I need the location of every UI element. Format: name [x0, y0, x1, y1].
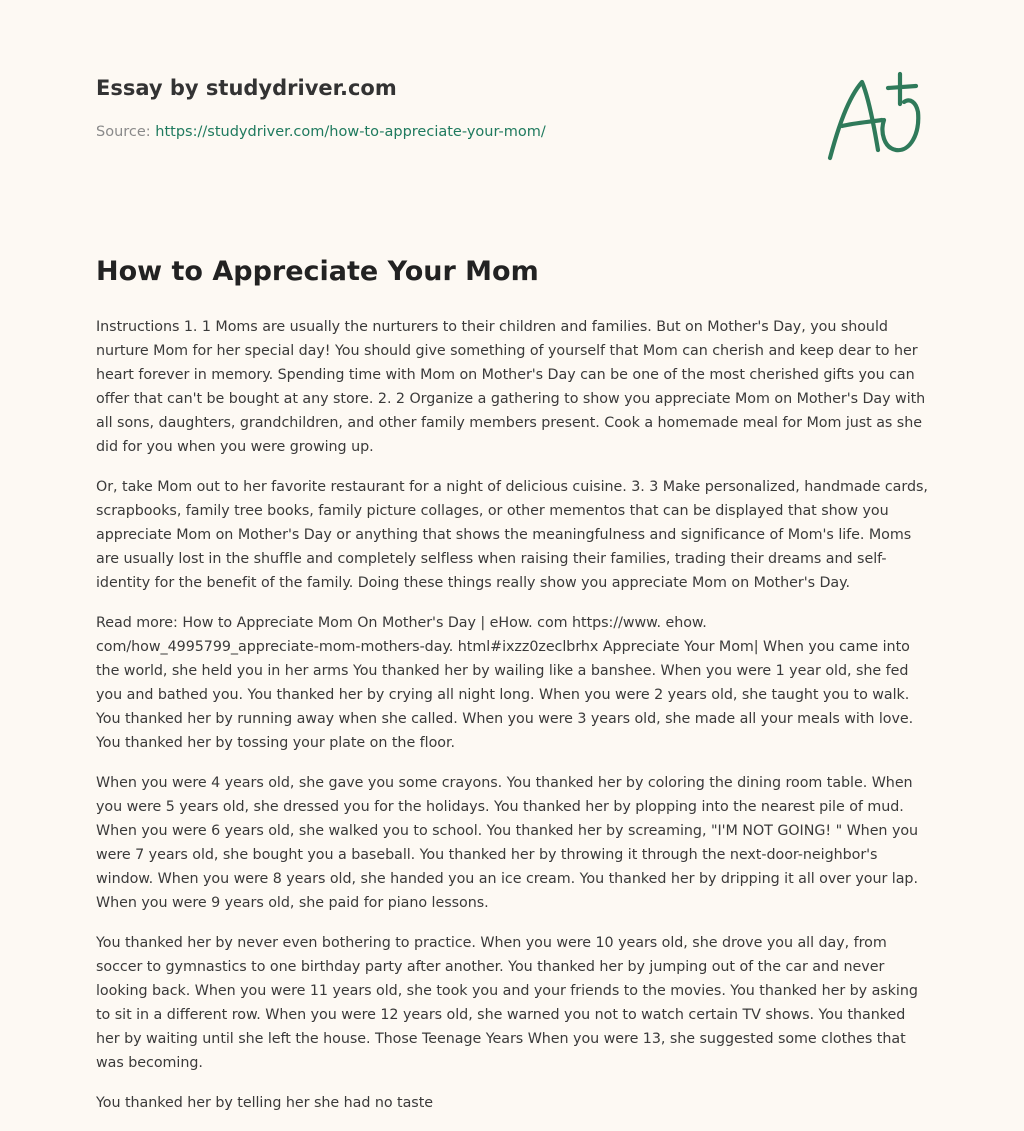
- essay-title: How to Appreciate Your Mom: [96, 256, 539, 287]
- essay-paragraph: Instructions 1. 1 Moms are usually the nurturers to their children and families. But on Mother's Day, you should nurture Mom for her special day! You should give something of yourself that Mom can cherish and keep dear to her heart forever in memory. Spending time with Mom on Mother's Day can be one of the most cherished gifts you can offer that can't be bought at any store. 2. 2 Organize a gathering to show you appreciate Mom on Mother's Day with all sons, daughters, grandchildren, and other family members present. Cook a homemade meal for Mom just as she did for you when you were growing up.: [96, 319, 926, 455]
- essay-paragraph: When you were 4 years old, she gave you some crayons. You thanked her by coloring the dining room table. When you were 5 years old, she dressed you for the holidays. You thanked her by plopping into the nearest pile of mud. When you were 6 years old, she walked you to school. You thanked her by screaming, "I'M NOT GOING! " When you were 7 years old, she bought you a baseball. You thanked her by throwing it through the next-door-neighbor's window. When you were 8 years old, she handed you an ice cream. You thanked her by dripping it all over your lap. When you were 9 years old, she paid for piano lessons.: [96, 775, 919, 911]
- source-link[interactable]: https://studydriver.com/how-to-appreciate-your-mom/: [155, 124, 546, 140]
- source-label: Source:: [96, 124, 151, 140]
- essay-paragraph: Or, take Mom out to her favorite restaurant for a night of delicious cuisine. 3. 3 Make personalized, handmade cards, scrapbooks, family tree books, family picture collages, or other mementos that can be displayed that show you appreciate Mom on Mother's Day or anything that shows the meaningfulness and significance of Mom's life. Moms are usually lost in the shuffle and completely selfless when raising their families, trading their dreams and self-identity for the benefit of the family. Doing these things really show you appreciate Mom on Mother's Day.: [96, 479, 928, 591]
- essay-paragraph: Read more: How to Appreciate Mom On Mother's Day | eHow. com https://www. ehow. com/how_4995799_appreciate-mom-mothers-day. html#ixzz0zeclbrhx Appreciate Your Mom| When you came into the world, she held you in her arms You thanked her by wailing like a banshee. When you were 1 year old, she fed you and bathed you. You thanked her by crying all night long. When you were 2 years old, she taught you to walk. You thanked her by running away when she called. When you were 3 years old, she made all your meals with love. You thanked her by tossing your plate on the floor.: [96, 615, 914, 751]
- source-line: [96, 124, 546, 140]
- site-title: Essay by studydriver.com: [96, 76, 397, 100]
- a-plus-logo-icon: [824, 68, 926, 164]
- essay-paragraph: You thanked her by telling her she had no taste: [96, 1095, 434, 1111]
- essay-body: [96, 315, 932, 1131]
- essay-paragraph: You thanked her by never even bothering to practice. When you were 10 years old, she drove you all day, from soccer to gymnastics to one birthday party after another. You thanked her by jumping out of the car and never looking back. When you were 11 years old, she took you and your friends to the movies. You thanked her by asking to sit in a different row. When you were 12 years old, she warned you not to watch certain TV shows. You thanked her by waiting until she left the house. Those Teenage Years When you were 13, she suggested some clothes that was becoming.: [96, 935, 918, 1071]
